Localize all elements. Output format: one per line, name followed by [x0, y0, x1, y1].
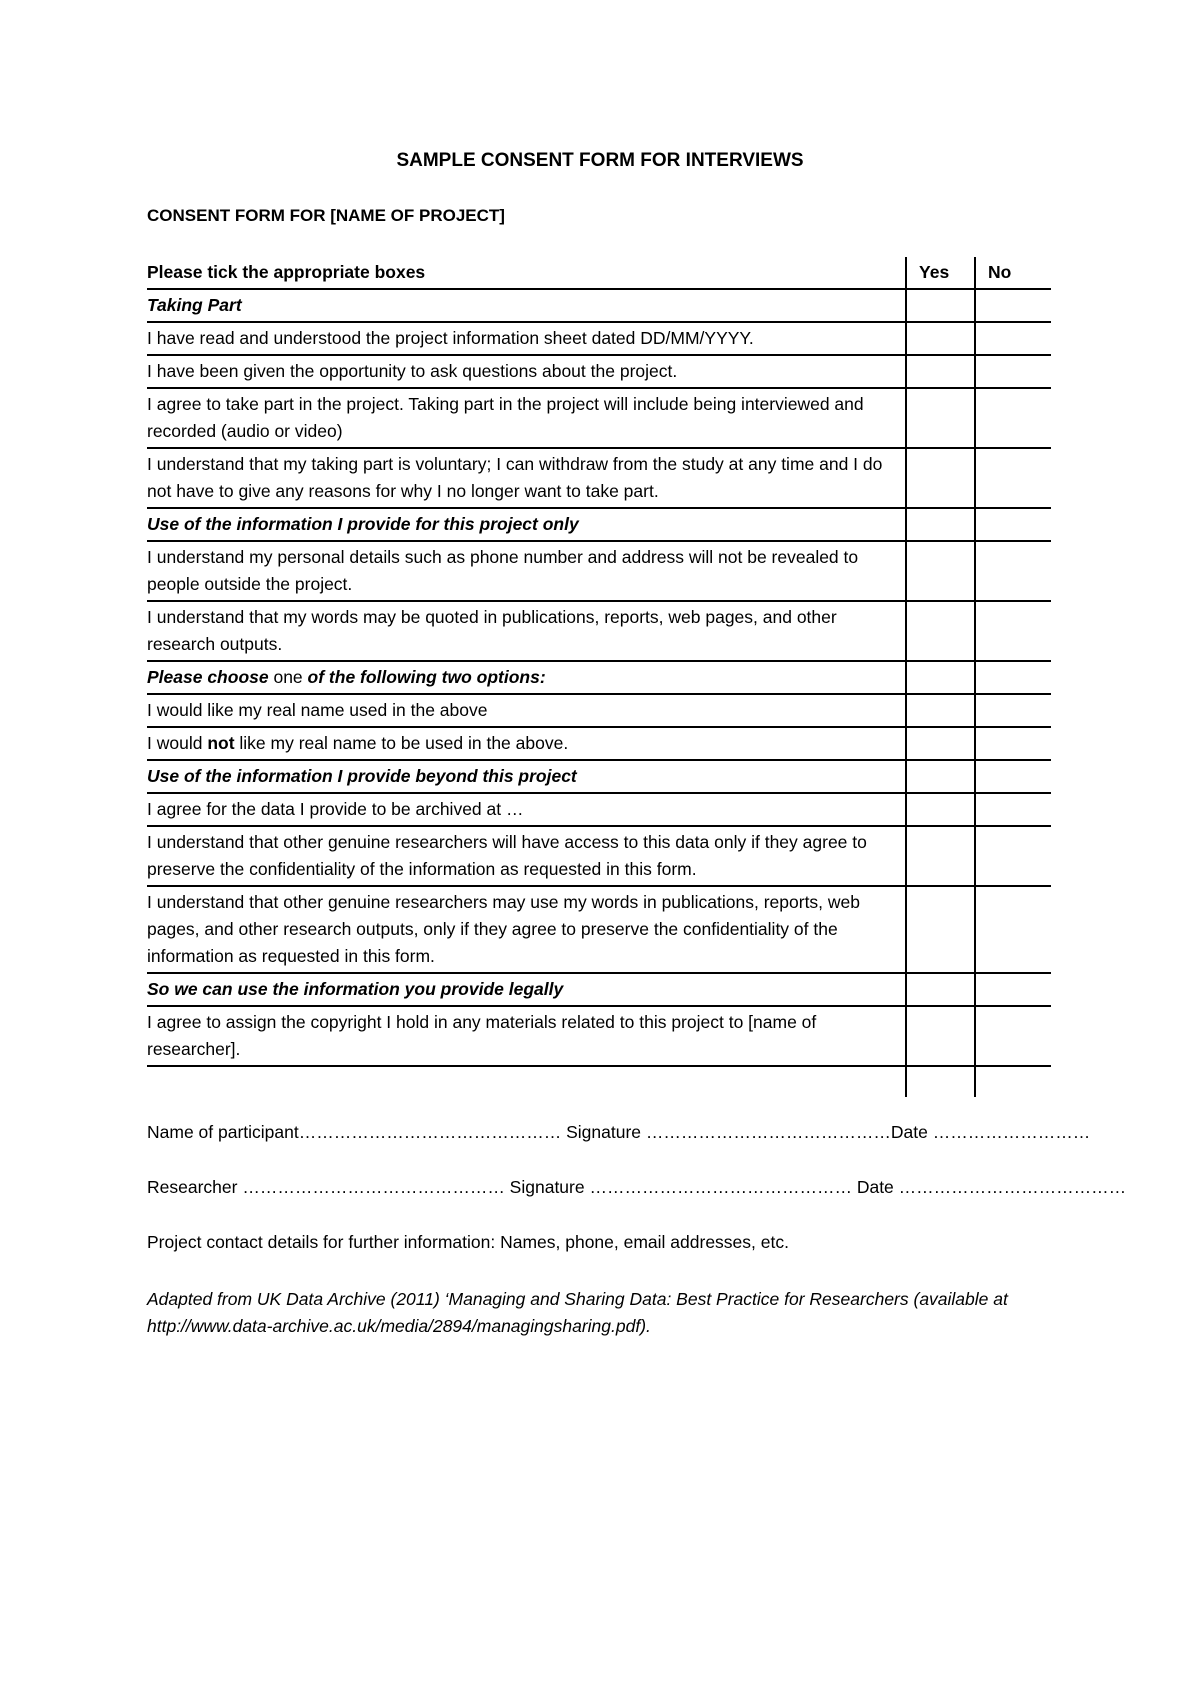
consent-statement: I understand my personal details such as phone number and address will not be revealed to people outside the project.: [147, 541, 906, 601]
spacer-cell: [906, 1066, 975, 1097]
consent-statement: I would like my real name used in the above: [147, 694, 906, 727]
consent-statement: I agree for the data I provide to be archived at …: [147, 793, 906, 826]
section-heading: So we can use the information you provide legally: [147, 973, 906, 1006]
consent-statement: [147, 727, 906, 760]
yes-checkbox[interactable]: [906, 448, 975, 508]
no-checkbox[interactable]: [975, 694, 1051, 727]
no-checkbox[interactable]: [975, 601, 1051, 661]
yes-checkbox[interactable]: [906, 727, 975, 760]
no-checkbox[interactable]: [975, 355, 1051, 388]
consent-statement: I understand that other genuine researchers may use my words in publications, reports, web pages, and other research outputs, only if they agree to preserve the confidentiality of the information as requested in this form.: [147, 886, 906, 973]
no-checkbox[interactable]: [975, 973, 1051, 1006]
table-row: [147, 1006, 1051, 1066]
instructions-header: Please tick the appropriate boxes: [147, 257, 906, 289]
section-row-taking-part: [147, 289, 1051, 322]
consent-statement: I agree to take part in the project. Taking part in the project will include being interviewed and recorded (audio or video): [147, 388, 906, 448]
section-heading: Taking Part: [147, 289, 906, 322]
no-checkbox[interactable]: [975, 727, 1051, 760]
table-header-row: [147, 257, 1051, 289]
table-row: [147, 541, 1051, 601]
yes-checkbox[interactable]: [906, 601, 975, 661]
yes-checkbox[interactable]: [906, 289, 975, 322]
choose-text-start: Please choose: [147, 667, 269, 687]
yes-checkbox[interactable]: [906, 661, 975, 694]
consent-statement: I understand that my taking part is voluntary; I can withdraw from the study at any time and I do not have to give any reasons for why I no longer want to take part.: [147, 448, 906, 508]
yes-checkbox[interactable]: [906, 694, 975, 727]
yes-column-header: Yes: [906, 257, 975, 289]
consent-statement: I understand that my words may be quoted in publications, reports, web pages, and other research outputs.: [147, 601, 906, 661]
table-row: [147, 694, 1051, 727]
table-row: [147, 826, 1051, 886]
section-row-legal: [147, 973, 1051, 1006]
choose-text-end: of the following two options:: [307, 667, 546, 687]
no-checkbox[interactable]: [975, 448, 1051, 508]
table-row: [147, 388, 1051, 448]
no-checkbox[interactable]: [975, 661, 1051, 694]
no-checkbox[interactable]: [975, 322, 1051, 355]
choose-text-one: one: [268, 667, 308, 687]
no-column-header: No: [975, 257, 1051, 289]
yes-checkbox[interactable]: [906, 886, 975, 973]
no-checkbox[interactable]: [975, 508, 1051, 541]
researcher-signature-line[interactable]: Researcher ……………………………………… Signature ……………………………………… Date …………………………………: [147, 1177, 1127, 1197]
no-checkbox[interactable]: [975, 793, 1051, 826]
no-checkbox[interactable]: [975, 541, 1051, 601]
table-row: [147, 355, 1051, 388]
consent-statement: I agree to assign the copyright I hold in any materials related to this project to [name of researcher].: [147, 1006, 906, 1066]
section-heading: Use of the information I provide beyond this project: [147, 760, 906, 793]
no-checkbox[interactable]: [975, 388, 1051, 448]
participant-signature-line[interactable]: Name of participant……………………………………… Signature ……………………………………Date ………………………: [147, 1122, 1091, 1142]
spacer-cell: [147, 1066, 906, 1097]
table-row: [147, 727, 1051, 760]
consent-statement: I have been given the opportunity to ask questions about the project.: [147, 355, 906, 388]
table-row: [147, 448, 1051, 508]
yes-checkbox[interactable]: [906, 826, 975, 886]
statement-emphasis-not: not: [207, 733, 235, 753]
table-spacer-row: [147, 1066, 1051, 1097]
table-row: [147, 886, 1051, 973]
section-heading: [147, 661, 906, 694]
no-checkbox[interactable]: [975, 289, 1051, 322]
yes-checkbox[interactable]: [906, 322, 975, 355]
contact-details: Project contact details for further information: Names, phone, email addresses, etc.: [147, 1232, 789, 1252]
yes-checkbox[interactable]: [906, 355, 975, 388]
form-title: SAMPLE CONSENT FORM FOR INTERVIEWS: [396, 150, 804, 171]
no-checkbox[interactable]: [975, 1006, 1051, 1066]
table-row: [147, 601, 1051, 661]
no-checkbox[interactable]: [975, 826, 1051, 886]
yes-checkbox[interactable]: [906, 388, 975, 448]
section-row-use-beyond-project: [147, 760, 1051, 793]
yes-checkbox[interactable]: [906, 793, 975, 826]
consent-statement: I understand that other genuine researchers will have access to this data only if they agree to preserve the confidentiality of the information as requested in this form.: [147, 826, 906, 886]
source-credit: Adapted from UK Data Archive (2011) ‘Managing and Sharing Data: Best Practice for Researchers (available at http://www.data-archive.ac.uk/media/2894/managingsharing.pdf).: [147, 1289, 1008, 1336]
spacer-cell: [975, 1066, 1051, 1097]
yes-checkbox[interactable]: [906, 973, 975, 1006]
consent-table: [147, 257, 1051, 1097]
yes-checkbox[interactable]: [906, 541, 975, 601]
form-subtitle: CONSENT FORM FOR [NAME OF PROJECT]: [147, 206, 505, 225]
statement-end: like my real name to be used in the above.: [234, 733, 569, 753]
statement-start: I would: [147, 733, 208, 753]
section-row-use-this-project: [147, 508, 1051, 541]
table-row: [147, 793, 1051, 826]
yes-checkbox[interactable]: [906, 1006, 975, 1066]
table-row: [147, 322, 1051, 355]
yes-checkbox[interactable]: [906, 760, 975, 793]
yes-checkbox[interactable]: [906, 508, 975, 541]
section-heading: Use of the information I provide for this project only: [147, 508, 906, 541]
no-checkbox[interactable]: [975, 886, 1051, 973]
consent-statement: I have read and understood the project information sheet dated DD/MM/YYYY.: [147, 322, 906, 355]
section-row-choose-option: [147, 661, 1051, 694]
no-checkbox[interactable]: [975, 760, 1051, 793]
